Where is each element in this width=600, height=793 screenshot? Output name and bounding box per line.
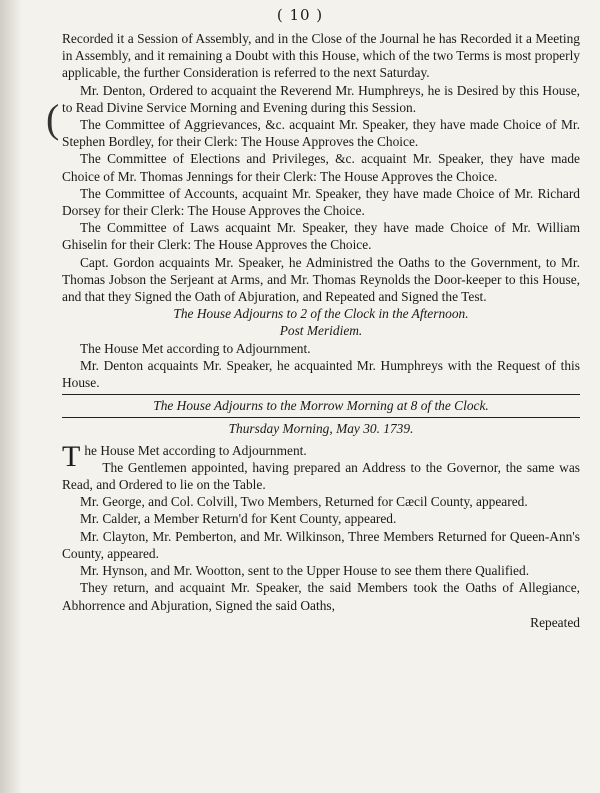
paragraph: The Committee of Accounts, acquaint Mr. Speaker, they have made Choice of Mr. Richard Dorsey for their Clerk: The House Approves the Choice.: [62, 185, 580, 219]
paragraph-dropcap: [62, 439, 580, 473]
journal-text: [62, 30, 580, 631]
margin-bracket-mark: (: [46, 96, 60, 141]
paragraph: They return, and acquaint Mr. Speaker, the said Members took the Oaths of Allegiance, Abhorrence and Abjuration, Signed the said Oaths,: [62, 580, 580, 613]
paragraph: The Gentlemen appointed, having prepared an Address to the Governor, the same was Read, and Ordered to lie on the Table.: [62, 459, 580, 493]
paragraph: Mr. Calder, a Member Return'd for Kent County, appeared.: [80, 511, 397, 527]
paragraph: Mr. Denton, Ordered to acquaint the Reverend Mr. Humphreys, he is Desired by this House, to Read Divine Service Morning and Evening during this Session.: [62, 82, 580, 115]
page-number: ( 10 ): [276, 6, 324, 24]
paragraph: The Committee of Aggrievances, &c. acquaint Mr. Speaker, they have made Choice of Mr. Stephen Bordley, for their Clerk: The House Approves the Choice.: [62, 117, 580, 150]
adjournment-morrow: The House Adjourns to the Morrow Morning at 8 of the Clock.: [153, 398, 489, 414]
drop-cap-letter: T: [62, 439, 81, 473]
catchword: Repeated: [530, 614, 580, 630]
paragraph: Mr. Clayton, Mr. Pemberton, and Mr. Wilkinson, Three Members Returned for Queen-Ann's County, appeared.: [62, 528, 580, 561]
paragraph: The Committee of Elections and Privileges, &c. acquaint Mr. Speaker, they have made Choice of Mr. Thomas Jennings for their Clerk: The House Approves the Choice.: [62, 151, 580, 184]
date-heading: Thursday Morning, May 30. 1739.: [228, 421, 414, 437]
divider-rule: [62, 394, 580, 395]
paragraph: Mr. George, and Col. Colvill, Two Members, Returned for Cæcil County, appeared.: [80, 494, 528, 510]
adjournment-afternoon: The House Adjourns to 2 of the Clock in the Afternoon.: [173, 306, 469, 322]
paragraph: Mr. Denton acquaints Mr. Speaker, he acquainted Mr. Humphreys with the Request of this House.: [62, 357, 580, 391]
paragraph: Mr. Hynson, and Mr. Wootton, sent to the Upper House to see them there Qualified.: [80, 563, 530, 579]
paragraph: The Committee of Laws acquaint Mr. Speaker, they have made Choice of Mr. William Ghiselin for their Clerk: The House Approves the Choice.: [62, 220, 580, 253]
paragraph: Capt. Gordon acquaints Mr. Speaker, he Administred the Oaths to the Government, to Mr. Thomas Jobson the Serjeant at Arms, and Mr. Thomas Reynolds the Door-keeper to this House, and that they Signed the Oath of Abjuration, and Repeated and Signed the Test.: [62, 254, 580, 305]
paragraph-continuation: Recorded it a Session of Assembly, and in the Close of the Journal he has Recorded it a Meeting in Assembly, and it remaining a Doubt with this House, which of the two Terms is most properly applicable, the further Consideration is referred to the next Saturday.: [62, 31, 580, 81]
page-gutter-shadow: [0, 0, 22, 793]
divider-rule: [62, 417, 580, 418]
post-meridiem-heading: Post Meridiem.: [279, 323, 363, 339]
paragraph-text: he House Met according to Adjournment.: [84, 442, 307, 458]
paragraph: The House Met according to Adjournment.: [80, 340, 311, 356]
